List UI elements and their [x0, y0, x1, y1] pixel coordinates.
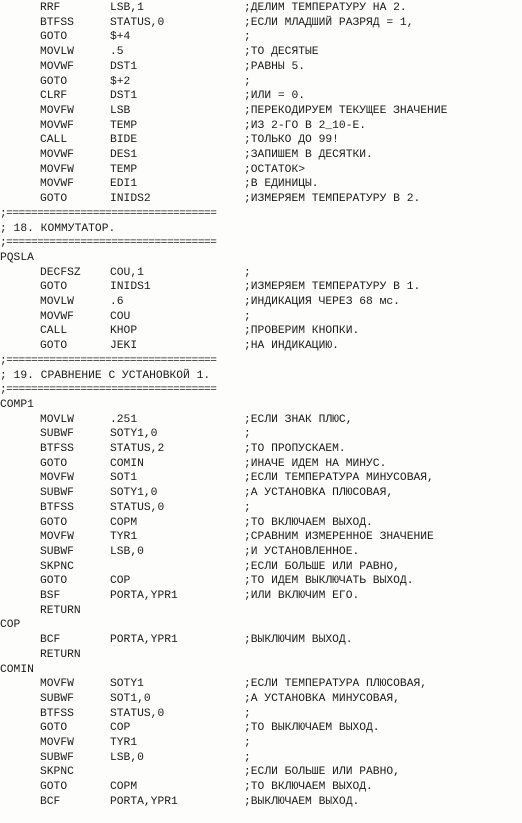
- code-mnemonic: SKPNC: [40, 766, 74, 779]
- code-comment: ;ВЫКЛЮЧАЕМ ВЫХОД.: [244, 795, 360, 808]
- code-comment: ;ТО ИДЕМ ВЫКЛЮЧАТЬ ВЫХОД.: [244, 575, 414, 588]
- code-mnemonic: SUBWF: [40, 545, 74, 558]
- code-operand: TYR1: [110, 737, 138, 749]
- code-operand: $+2: [110, 75, 131, 88]
- code-comment: ;А УСТАНОВКА МИНУСОВАЯ,: [244, 692, 400, 705]
- code-mnemonic: MOVWF: [40, 119, 74, 132]
- code-comment: ;ДЕЛИМ ТЕМПЕРАТУРУ НА 2.: [244, 2, 407, 14]
- code-mnemonic: BTFSS: [40, 443, 74, 455]
- code-comment: ;ТО ВКЛЮЧАЕМ ВЫХОД.: [244, 516, 373, 529]
- code-comment: ;ИЗМЕРЯЕМ ТЕМПЕРАТУРУ В 2.: [244, 193, 421, 206]
- code-mnemonic: SUBWF: [40, 751, 74, 764]
- code-mnemonic: RRF: [40, 2, 61, 14]
- code-mnemonic: DECFSZ: [40, 266, 81, 279]
- code-mnemonic: BTFSS: [40, 707, 74, 720]
- code-mnemonic: BCF: [40, 795, 61, 808]
- code-operand: STATUS,0: [110, 501, 165, 514]
- code-operand: STATUS,0: [110, 707, 165, 720]
- code-operand: TEMP: [110, 163, 138, 176]
- code-comment: ;: [244, 310, 251, 323]
- code-mnemonic: MOVWF: [40, 60, 74, 73]
- code-mnemonic: CALL: [40, 325, 68, 338]
- code-comment: ;ТО ДЕСЯТЫЕ: [244, 46, 319, 59]
- separator-text: ;==================================: [0, 384, 217, 397]
- code-comment: ;: [244, 751, 251, 764]
- code-operand: EDI1: [110, 178, 138, 191]
- code-operand: .251: [110, 413, 138, 426]
- code-operand: COPM: [110, 781, 138, 794]
- code-comment: ;ЕСЛИ БОЛЬШЕ ИЛИ РАВНО,: [244, 560, 400, 573]
- code-comment: ;А УСТАНОВКА ПЛЮСОВАЯ,: [244, 487, 394, 500]
- code-comment: ;ПЕРЕКОДИРУЕМ ТЕКУЩЕЕ ЗНАЧЕНИЕ: [244, 104, 448, 117]
- code-label: COMP1: [0, 398, 34, 411]
- code-comment: ;ИЗМЕРЯЕМ ТЕМПЕРАТУРУ В 1.: [244, 281, 421, 294]
- code-operand: TYR1: [110, 531, 138, 544]
- code-comment: ;ИНАЧЕ ИДЕМ НА МИНУС.: [244, 457, 387, 470]
- code-operand: JEKI: [110, 340, 138, 353]
- separator-text: ;==================================: [0, 207, 217, 220]
- code-operand: STATUS,2: [110, 443, 165, 455]
- code-operand: PORTA,YPR1: [110, 634, 178, 647]
- code-comment: ;ВЫКЛЮЧИМ ВЫХОД.: [244, 634, 353, 647]
- code-mnemonic: SUBWF: [40, 487, 74, 500]
- code-mnemonic: CALL: [40, 134, 68, 147]
- code-mnemonic: BTFSS: [40, 501, 74, 514]
- code-comment: ;ЗАПИШЕМ В ДЕСЯТКИ.: [244, 149, 373, 161]
- code-comment: ;: [244, 428, 251, 441]
- code-comment: ;ИЛИ ВКЛЮЧИМ ЕГО.: [244, 590, 360, 602]
- code-operand: SOTY1: [110, 678, 144, 691]
- code-comment: ;ТО ВЫКЛЮЧАЕМ ВЫХОД.: [244, 722, 380, 735]
- code-mnemonic: MOVFW: [40, 163, 74, 176]
- code-mnemonic: BCF: [40, 634, 61, 647]
- code-mnemonic: MOVLW: [40, 413, 74, 426]
- code-operand: SOT1,0: [110, 692, 151, 705]
- code-operand: DST1: [110, 90, 138, 103]
- code-comment: ;ТОЛЬКО ДО 99!: [244, 134, 339, 147]
- code-mnemonic: GOTO: [40, 75, 68, 88]
- code-operand: TEMP: [110, 119, 138, 132]
- code-mnemonic: MOVWF: [40, 149, 74, 161]
- code-mnemonic: MOVLW: [40, 296, 74, 308]
- code-comment: ;ЕСЛИ БОЛЬШЕ ИЛИ РАВНО,: [244, 766, 400, 779]
- code-comment: ;СРАВНИМ ИЗМЕРЕННОЕ ЗНАЧЕНИЕ: [244, 531, 434, 544]
- code-comment: ;ЕСЛИ ЗНАК ПЛЮС,: [244, 413, 353, 426]
- code-comment: ;ЕСЛИ МЛАДШИЙ РАЗРЯД = 1,: [244, 16, 414, 29]
- code-comment: ;: [244, 707, 251, 720]
- code-operand: KHOP: [110, 325, 138, 338]
- code-mnemonic: SUBWF: [40, 428, 74, 441]
- code-mnemonic: MOVFW: [40, 678, 74, 691]
- code-mnemonic: GOTO: [40, 575, 68, 588]
- separator-text: ;==================================: [0, 237, 217, 250]
- code-comment: ;ПРОВЕРИМ КНОПКИ.: [244, 325, 360, 338]
- code-comment: ;: [244, 737, 251, 749]
- code-operand: .5: [110, 46, 124, 59]
- code-comment: ;И УСТАНОВЛЕННОЕ.: [244, 545, 360, 558]
- code-operand: INIDS1: [110, 281, 151, 294]
- code-mnemonic: GOTO: [40, 281, 68, 294]
- code-mnemonic: MOVLW: [40, 46, 74, 59]
- code-mnemonic: RETURN: [40, 604, 81, 617]
- code-mnemonic: MOVFW: [40, 737, 74, 749]
- code-comment: ;: [244, 31, 251, 44]
- code-operand: $+4: [110, 31, 131, 44]
- code-comment: ;ИЗ 2-ГО В 2_10-Е.: [244, 119, 367, 132]
- code-comment: ;ЕСЛИ ТЕМПЕРАТУРА МИНУСОВАЯ,: [244, 472, 434, 485]
- code-mnemonic: MOVWF: [40, 310, 74, 323]
- code-comment: ;ЕСЛИ ТЕМПЕРАТУРА ПЛЮСОВАЯ,: [244, 678, 428, 691]
- code-comment: ;ТО ПРОПУСКАЕМ.: [244, 443, 346, 455]
- code-mnemonic: GOTO: [40, 457, 68, 470]
- code-mnemonic: GOTO: [40, 340, 68, 353]
- code-mnemonic: GOTO: [40, 31, 68, 44]
- code-mnemonic: BTFSS: [40, 16, 74, 29]
- code-mnemonic: GOTO: [40, 781, 68, 794]
- code-comment: ;: [244, 266, 251, 279]
- code-comment: ;: [244, 75, 251, 88]
- code-comment: ;РАВНЫ 5.: [244, 60, 306, 73]
- code-mnemonic: MOVFW: [40, 472, 74, 485]
- code-label: COP: [0, 619, 21, 632]
- code-mnemonic: MOVFW: [40, 531, 74, 544]
- code-operand: COP: [110, 722, 131, 735]
- code-mnemonic: GOTO: [40, 516, 68, 529]
- code-operand: SOTY1,0: [110, 487, 158, 500]
- code-mnemonic: RETURN: [40, 648, 81, 661]
- code-mnemonic: CLRF: [40, 90, 68, 103]
- code-operand: PORTA,YPR1: [110, 590, 178, 602]
- code-operand: COU,1: [110, 266, 144, 279]
- code-operand: DES1: [110, 149, 138, 161]
- section-heading-text: ; 18. КОММУТАТОР.: [0, 222, 116, 235]
- code-operand: LSB,1: [110, 2, 144, 14]
- code-operand: COP: [110, 575, 131, 588]
- code-operand: STATUS,0: [110, 16, 165, 29]
- code-comment: ;НА ИНДИКАЦИЮ.: [244, 340, 339, 353]
- code-mnemonic: BSF: [40, 590, 61, 602]
- code-mnemonic: MOVWF: [40, 178, 74, 191]
- code-comment: ;ИНДИКАЦИЯ ЧЕРЕЗ 68 мс.: [244, 296, 400, 308]
- code-operand: COPM: [110, 516, 138, 529]
- code-comment: ;В ЕДИНИЦЫ.: [244, 178, 319, 191]
- code-label: PQSLA: [0, 251, 34, 264]
- code-comment: ;ОСТАТОК>: [244, 163, 306, 176]
- code-comment: ;ИЛИ = 0.: [244, 90, 306, 103]
- code-operand: COMIN: [110, 457, 144, 470]
- code-mnemonic: SKPNC: [40, 560, 74, 573]
- section-heading-text: ; 19. СРАВНЕНИЕ С УСТАНОВКОЙ 1.: [0, 369, 211, 382]
- code-operand: INIDS2: [110, 193, 151, 206]
- code-mnemonic: MOVFW: [40, 104, 74, 117]
- code-mnemonic: GOTO: [40, 722, 68, 735]
- code-operand: LSB: [110, 104, 131, 117]
- code-comment: ;ТО ВКЛЮЧАЕМ ВЫХОД.: [244, 781, 373, 794]
- code-operand: LSB,0: [110, 545, 144, 558]
- code-mnemonic: GOTO: [40, 193, 68, 206]
- code-mnemonic: SUBWF: [40, 692, 74, 705]
- code-operand: .6: [110, 296, 124, 308]
- code-operand: LSB,0: [110, 751, 144, 764]
- code-comment: ;: [244, 501, 251, 514]
- separator-text: ;==================================: [0, 354, 217, 367]
- code-operand: BIDE: [110, 134, 138, 147]
- code-operand: SOT1: [110, 472, 138, 485]
- code-operand: PORTA,YPR1: [110, 795, 178, 808]
- code-operand: DST1: [110, 60, 138, 73]
- code-label: COMIN: [0, 663, 34, 676]
- code-operand: COU: [110, 310, 131, 323]
- code-operand: SOTY1,0: [110, 428, 158, 441]
